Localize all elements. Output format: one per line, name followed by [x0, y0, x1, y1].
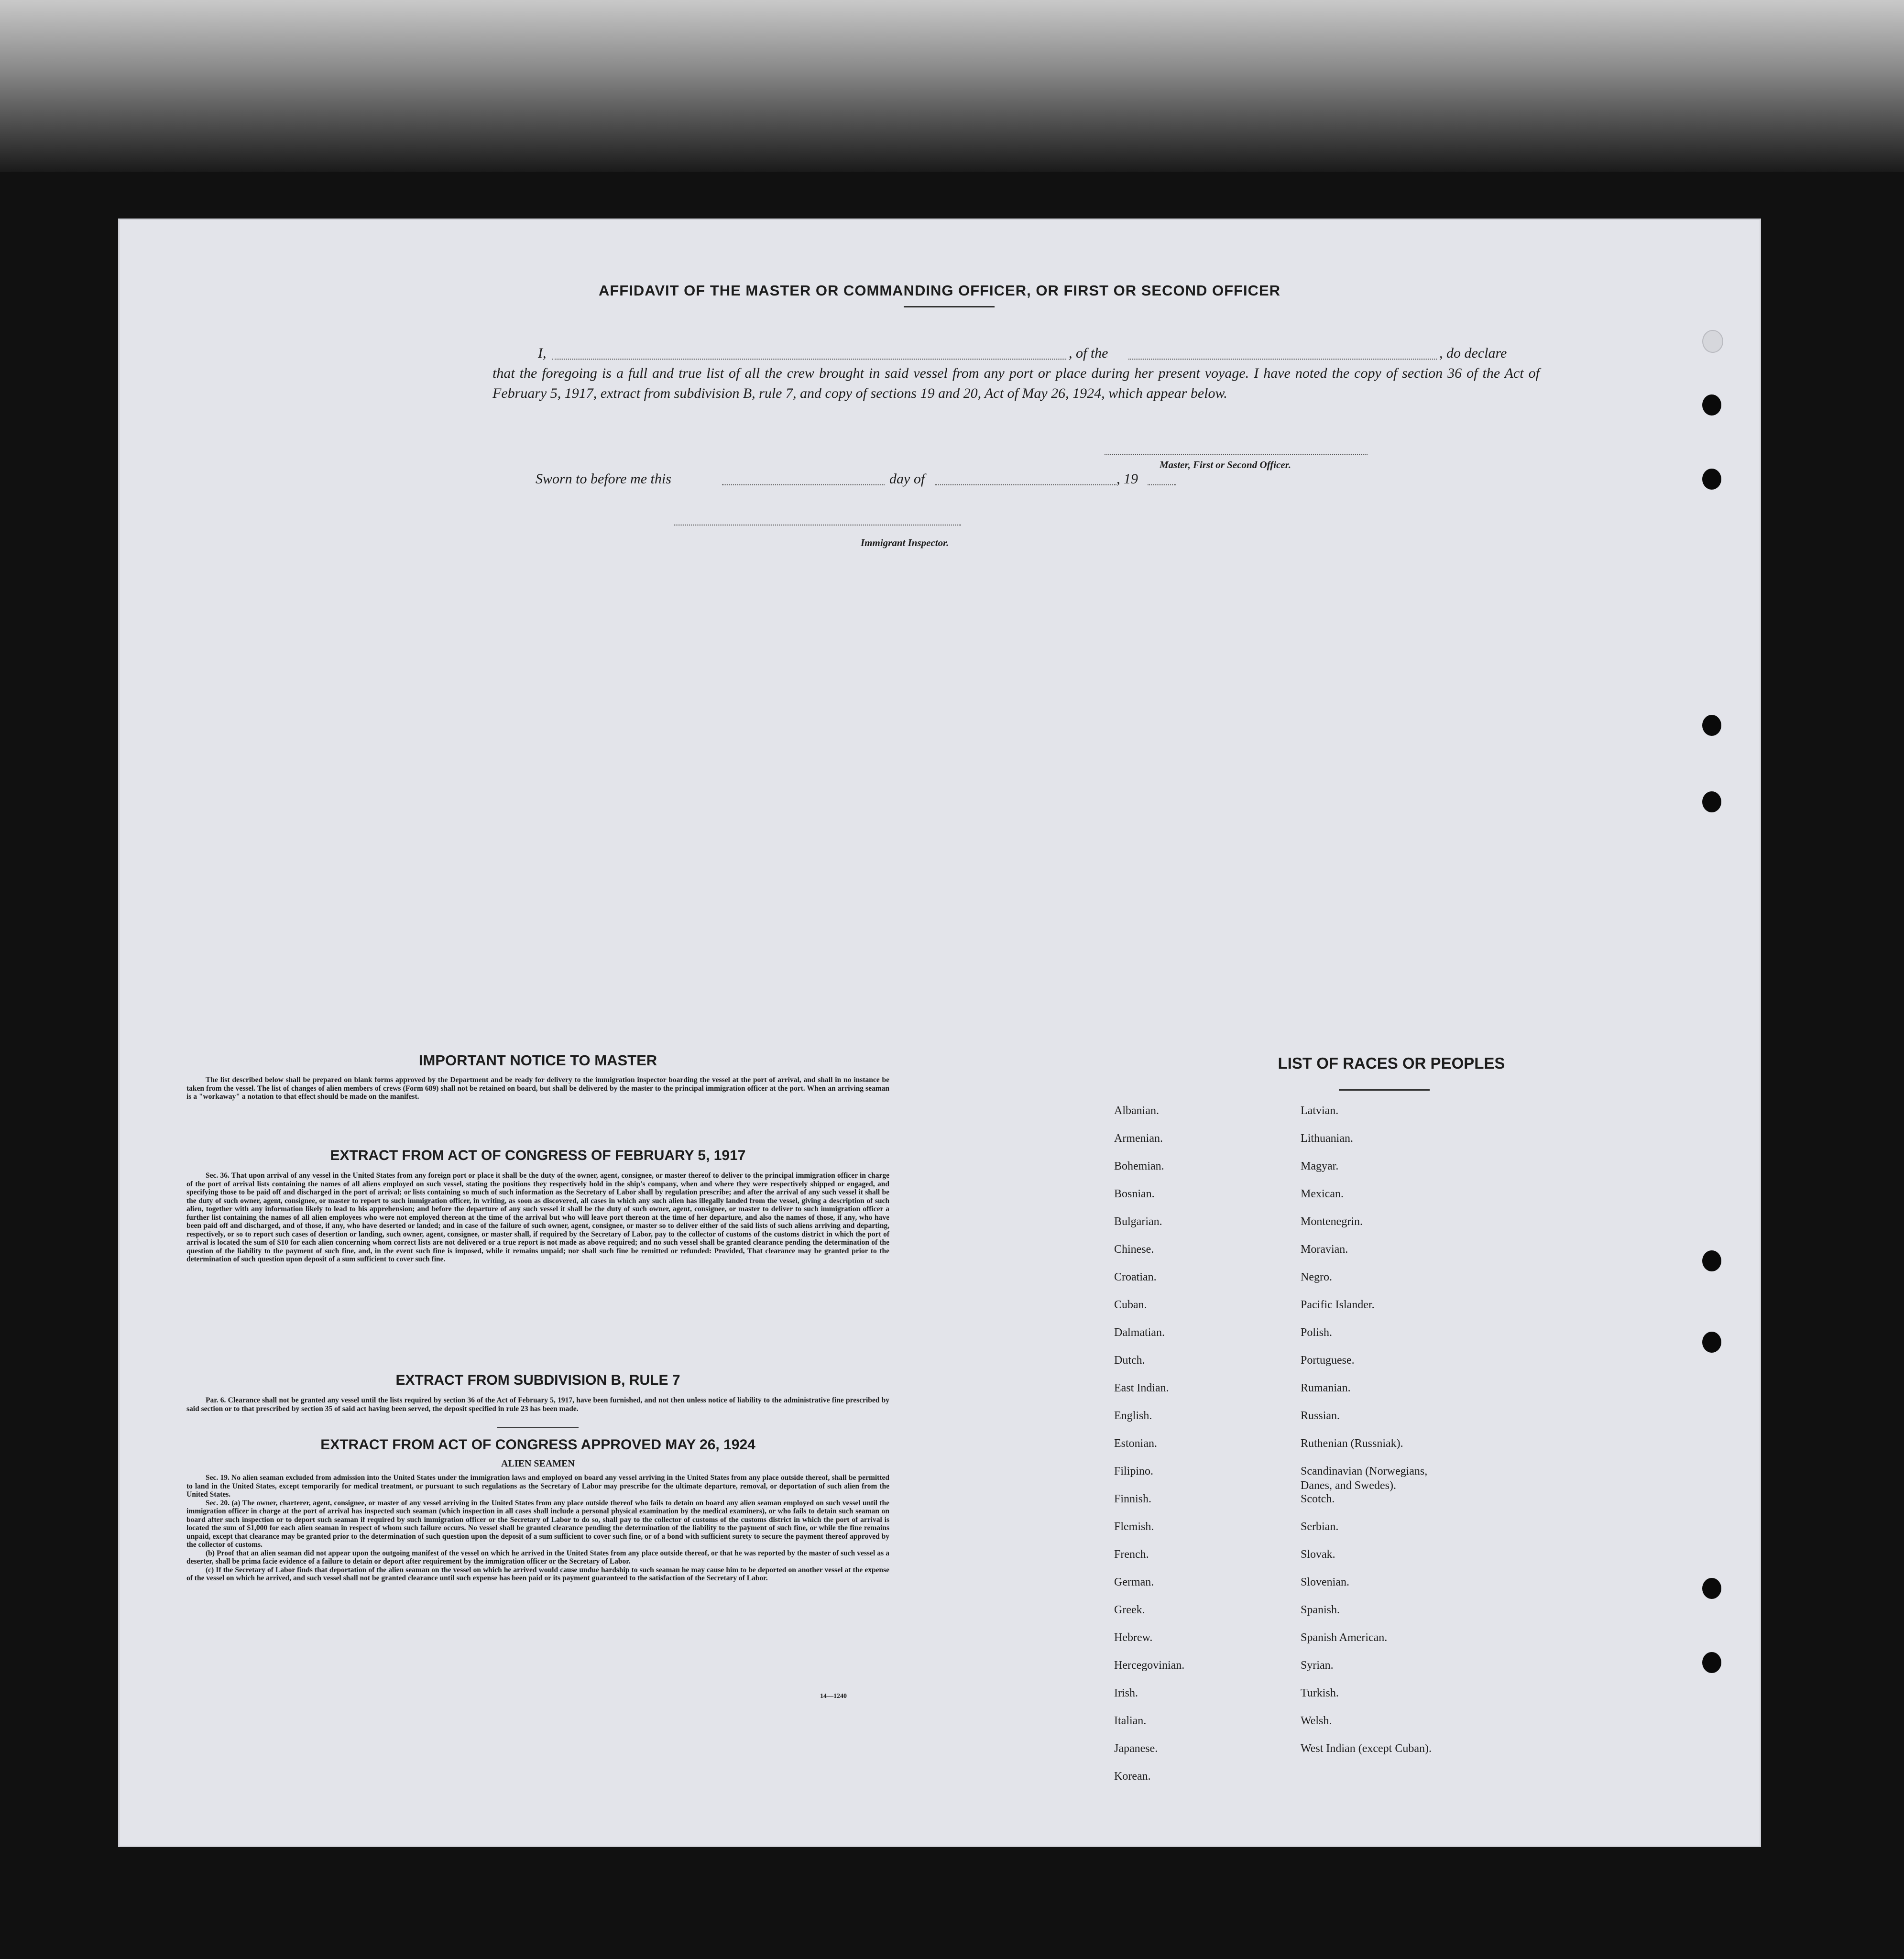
extract-1924-text: [186, 1474, 889, 1583]
notice-text: [186, 1076, 889, 1101]
section-20a-paragraph: Sec. 20. (a) The owner, charterer, agent, consignee, or master of any vessel arriving in the United States from any place outside thereof who fails to detain on board any alien seaman employed on such vessel until the immigration officer in charge at the port of arrival has inspected such seaman (which inspection in all cases shall include a personal physical examination by the medical examiners), or who fails to detain such seaman on board after such inspection or to deport such seaman if required by such immigration officer or the Secretary of Labor to do so, shall pay to the collector of customs of the customs district in which the port of arrival is located the sum of $1,000 for each alien seaman in respect of whom such failure occurs. No vessel shall be granted clearance pending the determination of the liability to the payment of such fine, or while the fine remains unpaid, except that clearance may be granted prior to the determination of such question upon the deposit of a sum sufficient to cover such fine, or of a bond with sufficient surety to secure the payment thereof approved by the collector of customs.: [186, 1499, 889, 1549]
race-item: Mexican.: [1301, 1188, 1344, 1200]
year-label: , 19: [1116, 471, 1138, 487]
race-item: Bohemian.: [1114, 1160, 1164, 1172]
section-divider: [497, 1427, 579, 1428]
affidavit-declare: , do declare: [1439, 345, 1507, 361]
binder-hole: [1702, 469, 1721, 490]
signature-blank[interactable]: [1105, 454, 1368, 455]
race-item: Spanish American.: [1301, 1631, 1388, 1644]
affidavit-of-the: , of the: [1069, 345, 1108, 361]
race-item: Magyar.: [1301, 1160, 1339, 1172]
binder-hole: [1702, 791, 1721, 812]
document-page: [120, 220, 1760, 1846]
extract-1917-text: [186, 1171, 889, 1264]
race-item: Ruthenian (Russniak).: [1301, 1437, 1403, 1450]
scan-background: [0, 0, 1904, 172]
race-item: Dalmatian.: [1114, 1326, 1165, 1339]
race-item: Dutch.: [1114, 1354, 1145, 1367]
race-item: Pacific Islander.: [1301, 1299, 1375, 1311]
race-item: Filipino.: [1114, 1465, 1154, 1477]
race-item: Syrian.: [1301, 1659, 1334, 1672]
binder-hole: [1702, 1250, 1721, 1271]
binder-hole: [1702, 1578, 1721, 1599]
alien-seamen-subtitle: ALIEN SEAMEN: [501, 1458, 575, 1469]
section-36-paragraph: Sec. 36. That upon arrival of any vessel in the United States from any foreign port or place it shall be the duty of the owner, agent, consignee, or master thereof to deliver to the principal immigration officer in charge of the port of arrival lists containing the names of all aliens employed on such vessel, stating the positions they respectively hold in the ship's company, when and where they were respectively shipped or engaged, and specifying those to be paid off and discharged in the port of arrival; or lists containing so much of such information as the Secretary of Labor shall by regulation prescribe; and after the arrival of any such vessel it shall be the duty of such owner, agent, consignee, or master to report to such immigration officer, in writing, as soon as discovered, all cases in which any such alien has illegally landed from the vessel, giving a description of such alien, together with any information likely to lead to his apprehension; and before the departure of any such vessel it shall be the duty of such owner, agent, consignee, or master to deliver to such immigration officer a further list containing the names of all alien employees who were not employed thereon at the time of the arrival but who will leave port thereon at the time of her departure, and also the names of those, if any, who have been paid off and discharged, and of those, if any, who have deserted or landed; and in case of the failure of such owner, agent, consignee, or master so to deliver either of the said lists of such aliens arriving and departing, respectively, or so to report such cases of desertion or landing, such owner, agent, consignee, or master shall, if required by the Secretary of Labor, pay to the collector of customs of the customs district in which the port of arrival is located the sum of $10 for each alien concerning whom correct lists are not delivered or a true report is not made as above required; and no such vessel shall be granted clearance pending the determination of the question of the liability to the payment of such fine, and, in the event such fine is imposed, while it remains unpaid; nor shall such fine be remitted or refunded: Provided, That clearance may be granted prior to the determination of such question upon deposit of a sum sufficient to cover such fine.: [186, 1171, 889, 1263]
notice-title: IMPORTANT NOTICE TO MASTER: [418, 1052, 657, 1069]
race-item: Danes, and Swedes).: [1301, 1479, 1396, 1492]
rule-7-text: [186, 1396, 889, 1413]
binder-hole: [1702, 1652, 1721, 1673]
race-item: Croatian.: [1114, 1271, 1157, 1283]
race-item: Japanese.: [1114, 1742, 1158, 1755]
vessel-blank[interactable]: [1128, 359, 1437, 360]
race-item: Turkish.: [1301, 1687, 1339, 1699]
race-item: Estonian.: [1114, 1437, 1157, 1450]
extract-1917-title: EXTRACT FROM ACT OF CONGRESS OF FEBRUARY 5, 1917: [330, 1148, 746, 1163]
race-item: Polish.: [1301, 1326, 1333, 1339]
race-item: Greek.: [1114, 1604, 1145, 1616]
race-item: German.: [1114, 1576, 1154, 1588]
form-number: 14—1240: [820, 1693, 847, 1700]
race-item: Negro.: [1301, 1271, 1332, 1283]
race-item: Slovak.: [1301, 1548, 1335, 1561]
binder-hole: [1702, 1332, 1721, 1353]
race-item: Russian.: [1301, 1410, 1340, 1422]
title-rule: [904, 306, 995, 307]
races-title: LIST OF RACES OR PEOPLES: [1278, 1054, 1505, 1072]
race-item: Hebrew.: [1114, 1631, 1153, 1644]
race-item: Irish.: [1114, 1687, 1138, 1699]
affidavit-title: AFFIDAVIT OF THE MASTER OR COMMANDING OFFICER, OR FIRST OR SECOND OFFICER: [598, 282, 1281, 299]
race-item: Latvian.: [1301, 1105, 1339, 1117]
race-item: English.: [1114, 1410, 1152, 1422]
section-20c-paragraph: (c) If the Secretary of Labor finds that deportation of the alien seaman on the vessel on which he arrived would cause undue hardship to such seaman he may cause him to be deported on another vessel at the expense of the vessel on which he arrived, and such vessel shall not be granted clearance until such expense has been paid or its payment guaranteed to the satisfaction of the Secretary of Labor.: [186, 1565, 889, 1582]
race-item: Montenegrin.: [1301, 1215, 1363, 1228]
race-item: Finnish.: [1114, 1493, 1152, 1505]
race-item: Welsh.: [1301, 1715, 1332, 1727]
race-item: Italian.: [1114, 1715, 1147, 1727]
race-item: Flemish.: [1114, 1521, 1154, 1533]
race-item: Slovenian.: [1301, 1576, 1349, 1588]
section-20b-paragraph: (b) Proof that an alien seaman did not appear upon the outgoing manifest of the vessel on which he arrived in the United States from any place outside thereof, or that he was reported by the master of such vessel as a deserter, shall be prima facie evidence of a failure to detain or deport after requirement by the immigration officer or the Secretary of Labor.: [186, 1549, 889, 1565]
race-item: French.: [1114, 1548, 1149, 1561]
race-item: Scotch.: [1301, 1493, 1335, 1505]
affidavit-i: I,: [538, 345, 547, 361]
binder-hole: [1702, 715, 1721, 736]
inspector-label: Immigrant Inspector.: [861, 537, 949, 548]
rule-7-paragraph: Par. 6. Clearance shall not be granted any vessel until the lists required by section 36 of the Act of February 5, 1917, have been furnished, and not then unless notice of liability to the administrative fine prescribed by said section or to that prescribed by section 35 of said act having been served, the deposit specified in rule 23 has been made.: [186, 1396, 889, 1413]
race-item: Portuguese.: [1301, 1354, 1355, 1367]
affidavit-body: that the foregoing is a full and true list of all the crew brought in said vessel from any port or place during her present voyage. I have noted the copy of section 36 of the Act of February 5, 1917, extract from subdivision B, rule 7, and copy of sections 19 and 20, Act of May 26, 1924, which appear below.: [492, 365, 1540, 401]
race-item: Scandinavian (Norwegians,: [1301, 1465, 1428, 1477]
race-item: Chinese.: [1114, 1243, 1154, 1256]
race-item: Armenian.: [1114, 1132, 1163, 1145]
rule-7-title: EXTRACT FROM SUBDIVISION B, RULE 7: [395, 1372, 680, 1388]
section-19-paragraph: Sec. 19. No alien seaman excluded from admission into the United States under the immigration laws and employed on board any vessel arriving in the United States from any place outside thereof, shall be permitted to land in the United States, except temporarily for medical treatment, or pursuant to such regulations as the Secretary of Labor may prescribe for the ultimate departure, removal, or deportation of such alien from the United States.: [186, 1474, 889, 1499]
year-blank[interactable]: [1148, 484, 1176, 485]
race-item: Hercegovinian.: [1114, 1659, 1185, 1672]
binder-hole: [1702, 330, 1723, 353]
race-item: Korean.: [1114, 1770, 1151, 1783]
sworn-month-blank[interactable]: [935, 484, 1116, 485]
race-item: Bosnian.: [1114, 1188, 1155, 1200]
race-item: Albanian.: [1114, 1105, 1159, 1117]
sworn-label: Sworn to before me this: [536, 471, 671, 487]
name-blank[interactable]: [552, 359, 1066, 360]
race-item: Moravian.: [1301, 1243, 1348, 1256]
race-item: Lithuanian.: [1301, 1132, 1353, 1145]
race-item: Bulgarian.: [1114, 1215, 1162, 1228]
sworn-day-blank[interactable]: [722, 484, 885, 485]
race-item: Rumanian.: [1301, 1382, 1351, 1394]
race-item: Serbian.: [1301, 1521, 1339, 1533]
race-item: Spanish.: [1301, 1604, 1340, 1616]
extract-1924-title: EXTRACT FROM ACT OF CONGRESS APPROVED MAY 26, 1924: [320, 1437, 755, 1453]
race-item: East Indian.: [1114, 1382, 1169, 1394]
binder-hole: [1702, 394, 1721, 416]
race-item: West Indian (except Cuban).: [1301, 1742, 1432, 1755]
day-of-label: day of: [889, 471, 925, 487]
notice-paragraph: The list described below shall be prepared on blank forms approved by the Department and be ready for delivery to the immigration inspector boarding the vessel at the port of arrival, and shall in no instance be taken from the vessel. The list of changes of alien members of crews (Form 689) shall not be retained on board, but shall be delivered by the master to the principal immigration officer at the port. When an arriving seaman is a "workaway" a notation to that effect should be made on the manifest.: [186, 1076, 889, 1101]
signature-label: Master, First or Second Officer.: [1160, 459, 1291, 471]
races-title-rule: [1339, 1089, 1430, 1091]
race-item: Cuban.: [1114, 1299, 1147, 1311]
